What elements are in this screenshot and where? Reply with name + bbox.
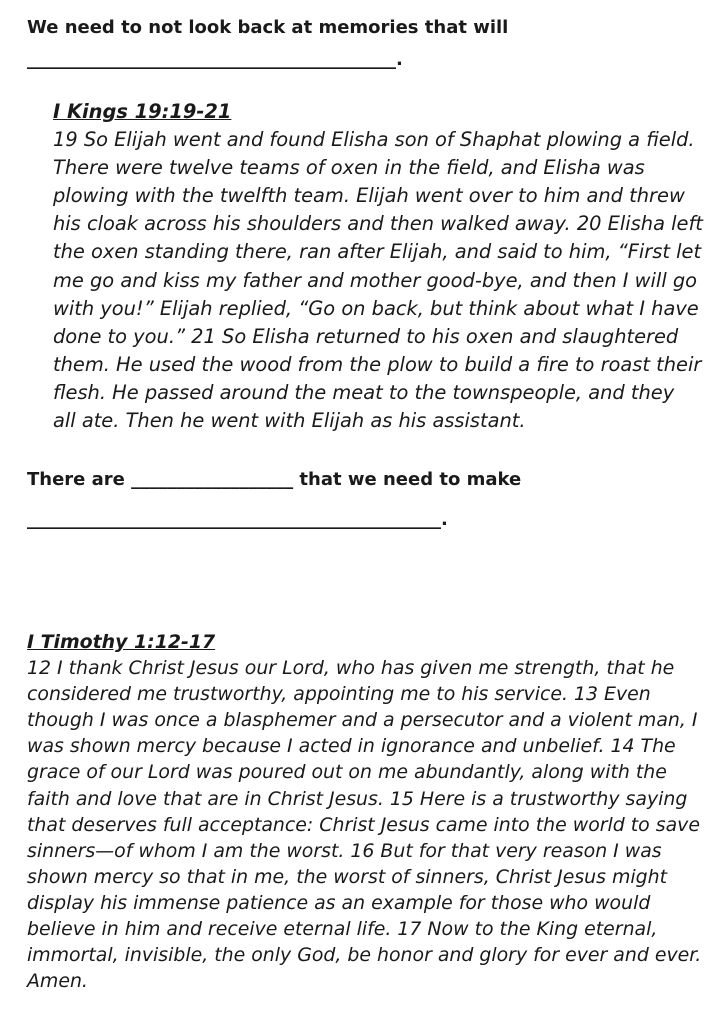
scripture-reference: I Kings 19:19-21 <box>53 100 232 123</box>
scripture-text: 19 So Elijah went and found Elisha son of Shaphat plowing a field. There were twelve teams of oxen in the field, and Elisha was plowing with the twelfth team. Elijah went over to him and threw his cloak across his shoulders and then walked away. 20 Elisha left the oxen standing there, ran after Elijah, and said to him, “First let me go and kiss my father and mother good-bye, and then I will go with you!” Elijah replied, “Go on back, but think about what I have done to you.” 21 So Elisha returned to his oxen and slaughtered them. He used the wood from the plow to build a fire to roast their flesh. He passed around the meat to the townspeople, and they all ate. Then he went with Elijah as his assistant. <box>53 128 703 433</box>
prompt-2-blank-line: ______________________________________________. <box>27 509 448 530</box>
scripture-passage-1-timothy <box>27 629 707 994</box>
scripture-text: 12 I thank Christ Jesus our Lord, who has given me strength, that he considered me trustworthy, appointing me to his service. 13 Even though I was once a blasphemer and a persecutor and a violent man, I was shown mercy because I acted in ignorance and unbelief. 14 The grace of our Lord was poured out on me abundantly, along with the faith and love that are in Christ Jesus. 15 Here is a trustworthy saying that deserves full acceptance: Christ Jesus came into the world to save sinners—of whom I am the worst. 16 But for that very reason I was shown mercy so that in me, the worst of sinners, Christ Jesus might display his immense patience as an example for those who would believe in him and receive eternal life. 17 Now to the King eternal, immortal, invisible, the only God, be honor and glory for ever and ever. Amen. <box>27 657 702 993</box>
prompt-1-line-1: We need to not look back at memories that will <box>27 17 509 38</box>
prompt-1-blank-line: _________________________________________. <box>27 49 403 70</box>
scripture-reference: I Timothy 1:12-17 <box>27 631 216 653</box>
scripture-passage-1-kings <box>53 98 703 435</box>
prompt-2-line-1: There are __________________ that we need to make <box>27 469 522 490</box>
